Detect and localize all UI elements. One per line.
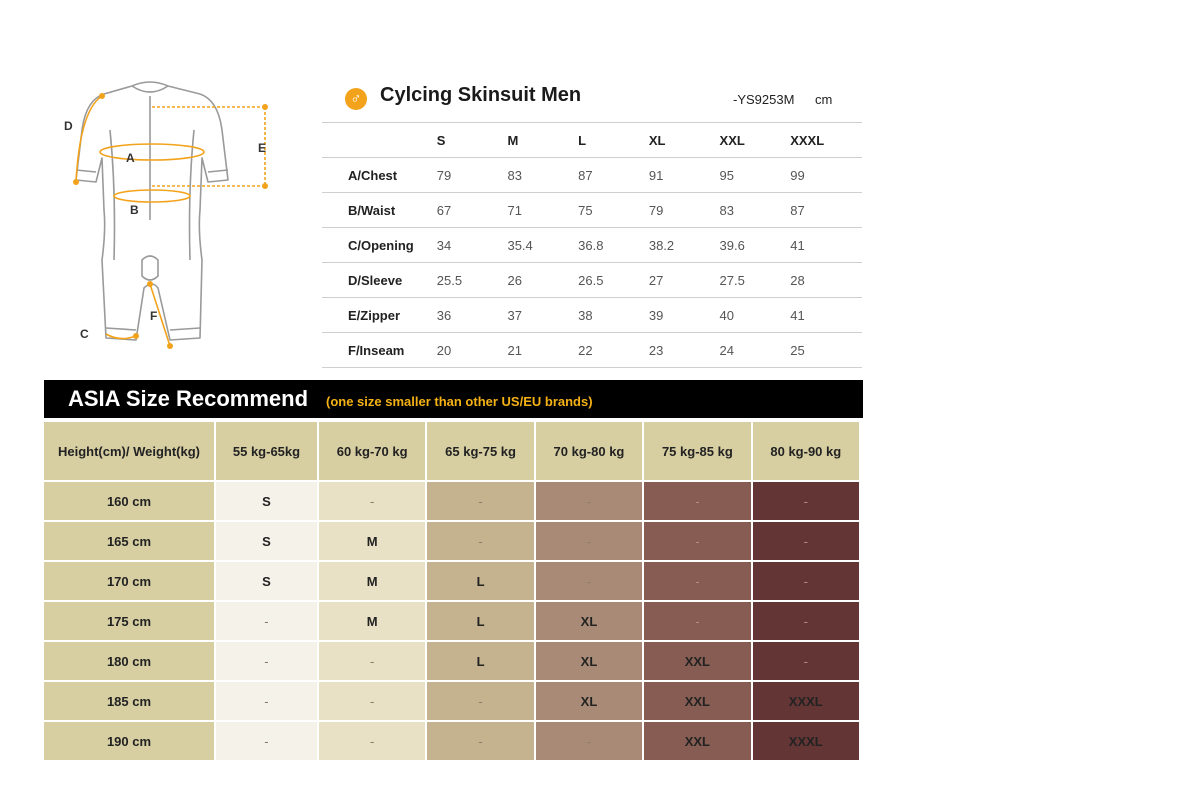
size-cell: - bbox=[644, 522, 750, 560]
size-cell: - bbox=[216, 602, 317, 640]
size-cell: - bbox=[216, 722, 317, 760]
measurement-label: F/Inseam bbox=[322, 333, 437, 368]
size-cell: M bbox=[319, 602, 425, 640]
size-cell: - bbox=[427, 482, 533, 520]
measurement-value: 25 bbox=[790, 333, 862, 368]
weight-header: 80 kg-90 kg bbox=[753, 422, 859, 480]
size-recommend-grid bbox=[42, 420, 861, 762]
measurement-value: 27.5 bbox=[720, 263, 791, 298]
height-row bbox=[44, 722, 859, 760]
size-cell: - bbox=[319, 482, 425, 520]
measurement-value: 21 bbox=[507, 333, 578, 368]
measurement-value: 38 bbox=[578, 298, 649, 333]
size-cell: - bbox=[319, 682, 425, 720]
size-cell: - bbox=[216, 682, 317, 720]
measurement-label: E/Zipper bbox=[322, 298, 437, 333]
model-code: -YS9253M bbox=[733, 92, 795, 107]
measurement-row bbox=[322, 158, 862, 193]
measurement-value: 99 bbox=[790, 158, 862, 193]
recommend-banner bbox=[44, 380, 863, 418]
size-header: XXXL bbox=[790, 123, 862, 158]
size-cell: - bbox=[753, 522, 859, 560]
measurement-value: 28 bbox=[790, 263, 862, 298]
size-header: M bbox=[507, 123, 578, 158]
size-cell: L bbox=[427, 562, 533, 600]
size-cell: L bbox=[427, 602, 533, 640]
measurement-value: 36.8 bbox=[578, 228, 649, 263]
measurement-row bbox=[322, 333, 862, 368]
measurement-value: 20 bbox=[437, 333, 508, 368]
recommend-note: (one size smaller than other US/EU brands) bbox=[326, 394, 593, 409]
measurement-value: 26 bbox=[507, 263, 578, 298]
recommend-title: ASIA Size Recommend bbox=[68, 386, 309, 411]
skinsuit-outline bbox=[76, 82, 228, 340]
product-title: Cylcing Skinsuit Men bbox=[380, 84, 582, 106]
label-a: A bbox=[126, 151, 135, 165]
size-cell: - bbox=[753, 482, 859, 520]
label-f: F bbox=[150, 309, 158, 323]
size-cell: XXL bbox=[644, 642, 750, 680]
height-label: 190 cm bbox=[44, 722, 214, 760]
measurement-value: 87 bbox=[578, 158, 649, 193]
measurement-value: 27 bbox=[649, 263, 720, 298]
weight-header: 75 kg-85 kg bbox=[644, 422, 750, 480]
measurement-value: 39 bbox=[649, 298, 720, 333]
height-label: 170 cm bbox=[44, 562, 214, 600]
size-cell: M bbox=[319, 522, 425, 560]
measurement-row bbox=[322, 263, 862, 298]
size-cell: - bbox=[427, 682, 533, 720]
measurement-row bbox=[322, 298, 862, 333]
measurement-value: 37 bbox=[507, 298, 578, 333]
measurement-label: A/Chest bbox=[322, 158, 437, 193]
size-cell: XL bbox=[536, 682, 642, 720]
size-cell: XXL bbox=[644, 682, 750, 720]
weight-header: 70 kg-80 kg bbox=[536, 422, 642, 480]
measurement-value: 67 bbox=[437, 193, 508, 228]
measurement-table bbox=[322, 122, 862, 368]
title-row bbox=[345, 84, 865, 114]
size-cell: XXXL bbox=[753, 682, 859, 720]
male-icon: ♂ bbox=[345, 88, 367, 110]
measurement-value: 22 bbox=[578, 333, 649, 368]
measurement-value: 83 bbox=[720, 193, 791, 228]
size-cell: - bbox=[216, 642, 317, 680]
measurement-value: 95 bbox=[720, 158, 791, 193]
measurement-row bbox=[322, 228, 862, 263]
measurement-value: 41 bbox=[790, 228, 862, 263]
weight-header: 55 kg-65kg bbox=[216, 422, 317, 480]
size-cell: M bbox=[319, 562, 425, 600]
measurement-value: 79 bbox=[437, 158, 508, 193]
unit-label: cm bbox=[815, 92, 833, 107]
size-cell: - bbox=[753, 562, 859, 600]
size-header: S bbox=[437, 123, 508, 158]
measurement-value: 40 bbox=[720, 298, 791, 333]
weight-header: 65 kg-75 kg bbox=[427, 422, 533, 480]
size-cell: S bbox=[216, 522, 317, 560]
measurement-value: 79 bbox=[649, 193, 720, 228]
size-cell: - bbox=[319, 722, 425, 760]
measurement-value: 39.6 bbox=[720, 228, 791, 263]
measurement-label: B/Waist bbox=[322, 193, 437, 228]
height-row bbox=[44, 682, 859, 720]
weight-header-row bbox=[44, 422, 859, 480]
size-cell: XL bbox=[536, 602, 642, 640]
measurement-value: 41 bbox=[790, 298, 862, 333]
size-cell: - bbox=[536, 482, 642, 520]
size-cell: XXXL bbox=[753, 722, 859, 760]
label-c: C bbox=[80, 327, 89, 341]
label-d: D bbox=[64, 119, 73, 133]
size-header-row bbox=[322, 123, 862, 158]
height-row bbox=[44, 482, 859, 520]
size-cell: - bbox=[319, 642, 425, 680]
size-cell: S bbox=[216, 482, 317, 520]
size-cell: - bbox=[536, 562, 642, 600]
size-cell: - bbox=[753, 642, 859, 680]
size-cell: - bbox=[427, 522, 533, 560]
height-row bbox=[44, 522, 859, 560]
size-header: XXL bbox=[720, 123, 791, 158]
height-label: 160 cm bbox=[44, 482, 214, 520]
measurement-value: 75 bbox=[578, 193, 649, 228]
measurement-value: 36 bbox=[437, 298, 508, 333]
size-cell: - bbox=[427, 722, 533, 760]
size-cell: L bbox=[427, 642, 533, 680]
measurement-value: 23 bbox=[649, 333, 720, 368]
size-cell: XL bbox=[536, 642, 642, 680]
size-cell: - bbox=[536, 722, 642, 760]
height-row bbox=[44, 562, 859, 600]
corner-header: Height(cm)/ Weight(kg) bbox=[44, 422, 214, 480]
height-label: 175 cm bbox=[44, 602, 214, 640]
measurement-value: 35.4 bbox=[507, 228, 578, 263]
corner-cell bbox=[322, 123, 437, 158]
measurement-value: 24 bbox=[720, 333, 791, 368]
label-e: E bbox=[258, 141, 267, 155]
size-cell: - bbox=[644, 482, 750, 520]
height-row bbox=[44, 602, 859, 640]
size-cell: XXL bbox=[644, 722, 750, 760]
skinsuit-diagram bbox=[40, 70, 290, 360]
measurement-value: 38.2 bbox=[649, 228, 720, 263]
measurement-label: C/Opening bbox=[322, 228, 437, 263]
size-cell: - bbox=[644, 602, 750, 640]
height-label: 180 cm bbox=[44, 642, 214, 680]
size-header: XL bbox=[649, 123, 720, 158]
measurement-value: 91 bbox=[649, 158, 720, 193]
measurement-value: 34 bbox=[437, 228, 508, 263]
size-cell: - bbox=[536, 522, 642, 560]
weight-header: 60 kg-70 kg bbox=[319, 422, 425, 480]
measurement-value: 87 bbox=[790, 193, 862, 228]
size-cell: - bbox=[644, 562, 750, 600]
label-b: B bbox=[130, 203, 139, 217]
height-row bbox=[44, 642, 859, 680]
measurement-value: 83 bbox=[507, 158, 578, 193]
measurement-value: 26.5 bbox=[578, 263, 649, 298]
measurement-row bbox=[322, 193, 862, 228]
height-label: 185 cm bbox=[44, 682, 214, 720]
measurement-label: D/Sleeve bbox=[322, 263, 437, 298]
size-cell: - bbox=[753, 602, 859, 640]
measurement-value: 71 bbox=[507, 193, 578, 228]
size-cell: S bbox=[216, 562, 317, 600]
size-header: L bbox=[578, 123, 649, 158]
measurement-value: 25.5 bbox=[437, 263, 508, 298]
height-label: 165 cm bbox=[44, 522, 214, 560]
